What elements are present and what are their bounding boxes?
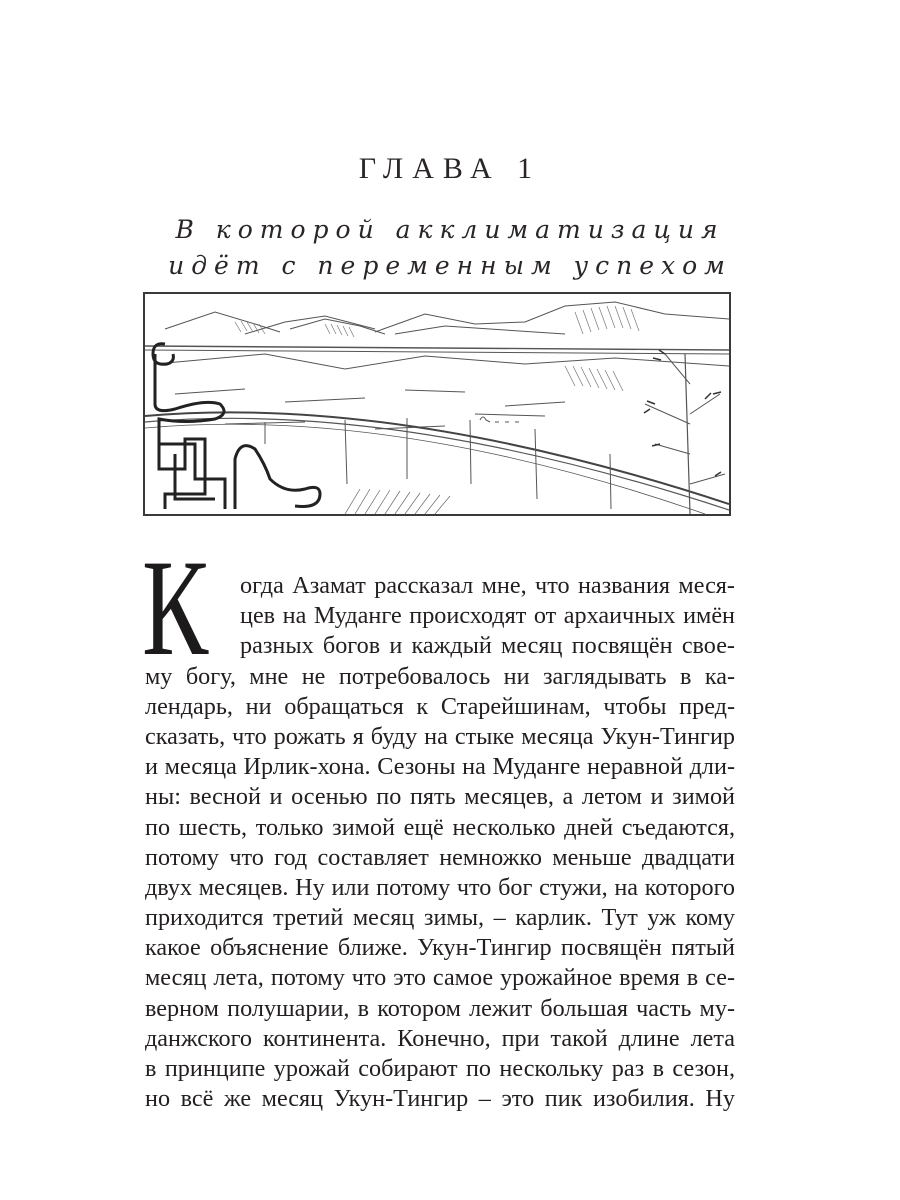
text-line: какое объяснение ближе. Укун-Тингир посвящён пятый bbox=[145, 934, 735, 962]
subtitle-line-1: В которой акклиматизация bbox=[175, 215, 725, 244]
text-line: огда Азамат рассказал мне, что названия меся- bbox=[240, 572, 735, 599]
landscape-drawing-icon bbox=[145, 294, 729, 514]
text-line: потому что год составляет немножко меньше двадцати bbox=[145, 843, 735, 871]
chapter-illustration bbox=[143, 292, 731, 516]
chapter-body-text bbox=[145, 571, 735, 1114]
chapter-subtitle bbox=[0, 212, 900, 284]
text-line: приходится третий месяц зимы, – карлик. Тут уж кому bbox=[145, 904, 735, 932]
subtitle-line-2: идёт с переменным успехом bbox=[168, 251, 732, 280]
text-line: месяц лета, потому что это самое урожайное время в се- bbox=[145, 964, 735, 992]
text-line: цев на Муданге происходят от архаичных имён bbox=[240, 602, 735, 630]
text-line: сказать, что рожать я буду на стыке месяца Укун-Тингир bbox=[145, 722, 735, 750]
drop-cap: К bbox=[142, 531, 209, 684]
text-line: данжского континента. Конечно, при такой длине лета bbox=[145, 1024, 735, 1052]
text-line: разных богов и каждый месяц посвящён свое- bbox=[240, 632, 735, 660]
text-line: двух месяцев. Ну или потому что бог стужи, на которого bbox=[145, 873, 735, 901]
text-line: и месяца Ирлик-хона. Сезоны на Муданге неравной дли- bbox=[145, 753, 735, 781]
text-line: му богу, мне не потребовалось ни заглядывать в ка- bbox=[145, 662, 735, 690]
text-line: лендарь, ни обращаться к Старейшинам, чтобы пред- bbox=[145, 692, 735, 720]
text-line: в принципе урожай собирают по нескольку раз в сезон, bbox=[145, 1055, 735, 1082]
text-line: ны: весной и осенью по пять месяцев, а летом и зимой bbox=[145, 783, 735, 811]
text-line: но всё же месяц Укун-Тингир – это пик изобилия. Ну bbox=[145, 1085, 735, 1113]
text-line: верном полушарии, в котором лежит большая часть му- bbox=[145, 994, 735, 1022]
chapter-number: ГЛАВА 1 bbox=[358, 152, 542, 185]
text-line: по шесть, только зимой ещё несколько дней съедаются, bbox=[145, 813, 735, 841]
